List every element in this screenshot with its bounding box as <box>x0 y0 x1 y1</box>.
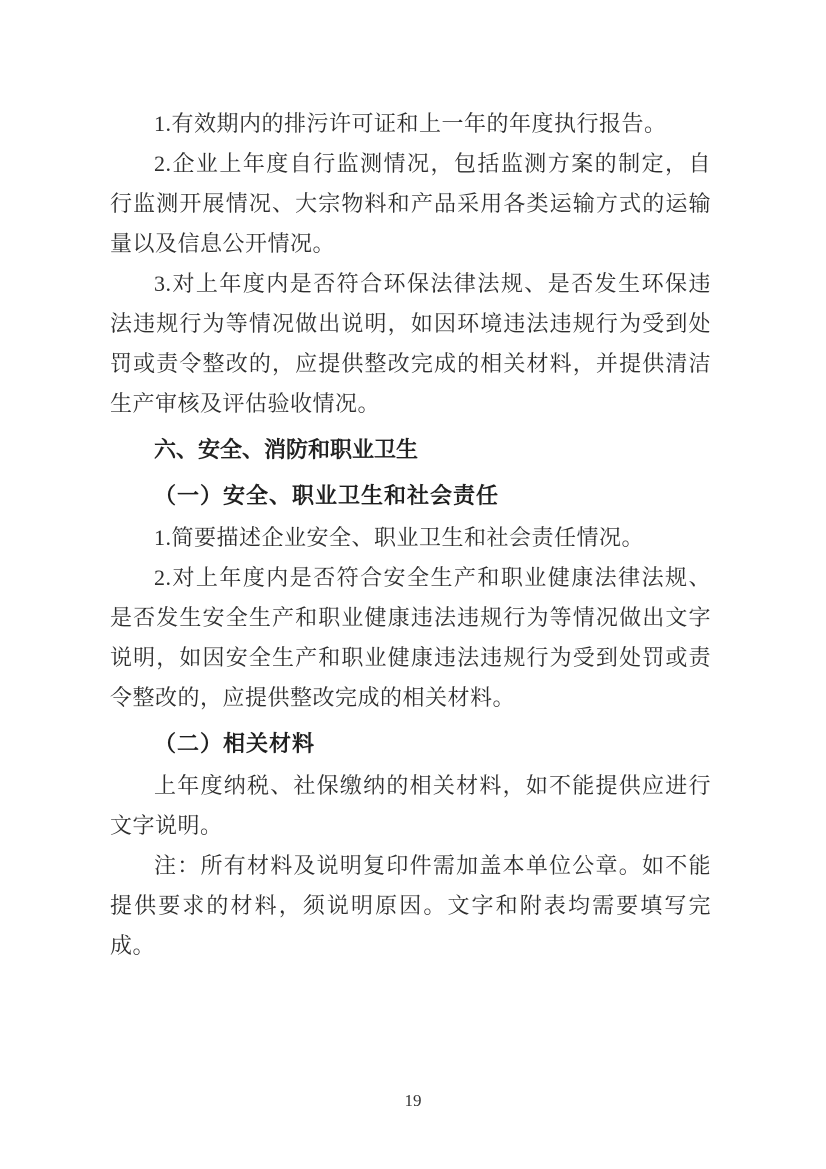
numbered-item-3: 3.对上年度内是否符合环保法律法规、是否发生环保违法违规行为等情况做出说明，如因环境违法违规行为受到处罚或责令整改的，应提供整改完成的相关材料，并提供清洁生产审核及评估验收情况。 <box>110 271 711 416</box>
subsection-heading-one: （一）安全、职业卫生和社会责任 <box>154 483 500 508</box>
numbered-item-1: 1.有效期内的排污许可证和上一年的年度执行报告。 <box>154 111 667 136</box>
body-paragraph: 上年度纳税、社保缴纳的相关材料，如不能提供应进行文字说明。 <box>110 773 711 838</box>
page-number: 19 <box>404 1091 422 1110</box>
document-content <box>110 104 711 966</box>
numbered-item-2: 2.企业上年度自行监测情况，包括监测方案的制定，自行监测开展情况、大宗物料和产品采用各类运输方式的运输量以及信息公开情况。 <box>110 151 711 256</box>
numbered-item-4: 1.简要描述企业安全、职业卫生和社会责任情况。 <box>154 525 645 550</box>
section-heading-six: 六、安全、消防和职业卫生 <box>154 437 419 462</box>
subsection-heading-two: （二）相关材料 <box>154 731 316 756</box>
note-paragraph: 注：所有材料及说明复印件需加盖本单位公章。如不能提供要求的材料，须说明原因。文字和附表均需要填写完成。 <box>110 853 711 958</box>
numbered-item-5: 2.对上年度内是否符合安全生产和职业健康法律法规、是否发生安全生产和职业健康违法违规行为等情况做出文字说明，如因安全生产和职业健康违法违规行为受到处罚或责令整改的，应提供整改完成的相关材料。 <box>110 565 711 710</box>
